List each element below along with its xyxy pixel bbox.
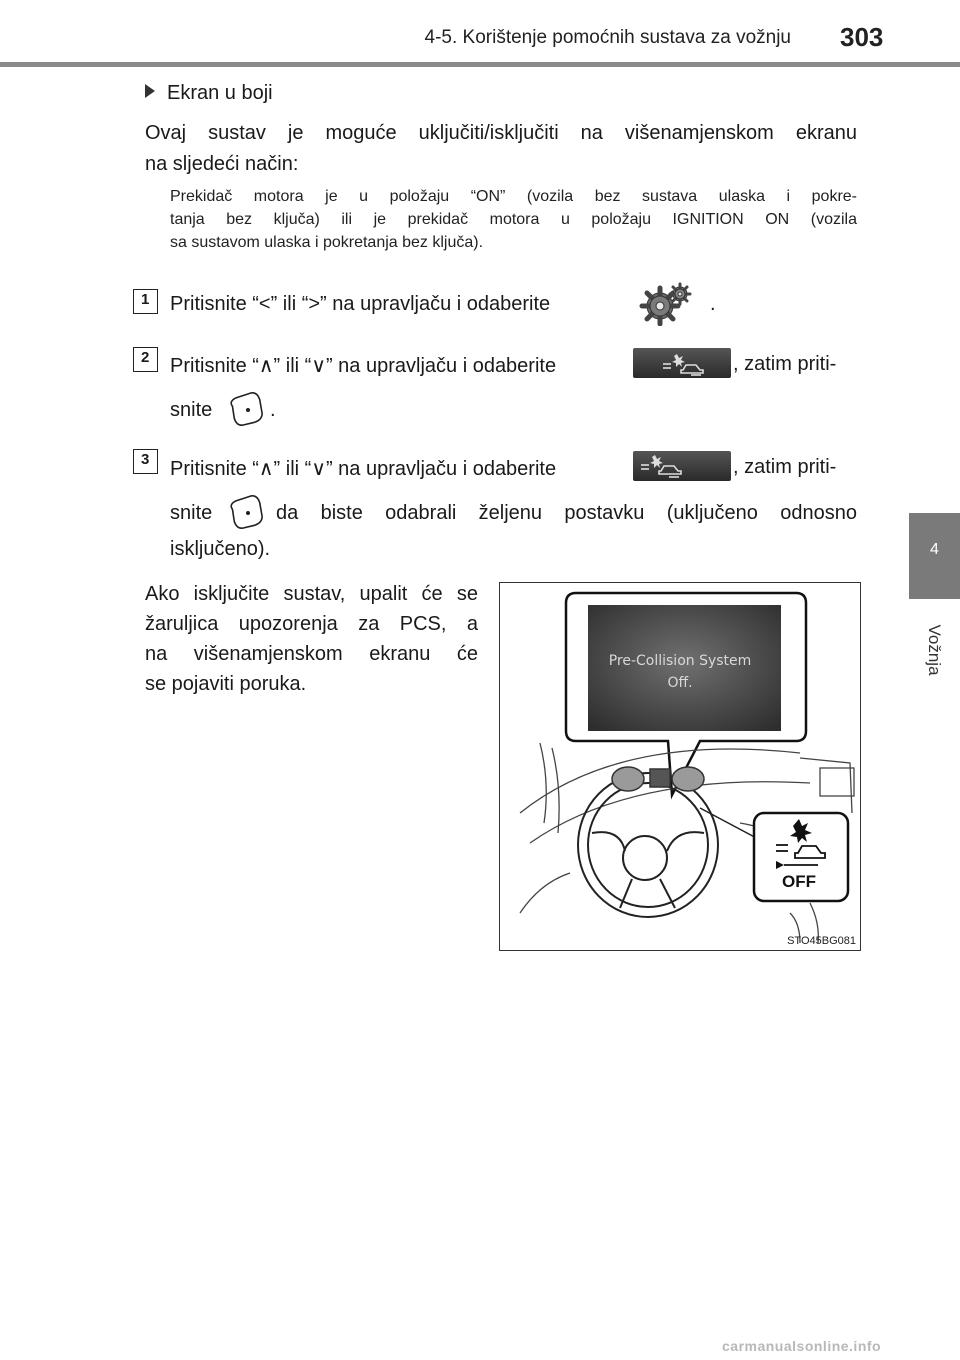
display-message-line-1: Pre-Collision System [608,653,752,669]
step-1-text [170,293,550,316]
step-2-cont: , zatim priti- [733,353,837,375]
step-2-period: . [270,399,276,421]
step-text-part: ” na upravljaču i odaberite [320,293,551,315]
triangle-bullet-icon [145,84,155,98]
step-3-line3: isključeno). [170,538,271,560]
intro-line-1: Ovaj sustav je moguće uključiti/isključiti na višenamjenskom ekranu [145,122,857,144]
down-arrow-symbol: ∨ [311,458,326,480]
step-number: 1 [141,291,150,308]
step-3-cont: , zatim priti- [733,456,837,478]
step-text-part: ” na upravljaču i odaberite [325,355,557,377]
display-message-line-2: Off. [667,675,693,691]
bullet-heading-text: Ekran u boji [167,82,273,104]
step-3-line2-b: da biste odabrali željenu postavku (uključeno odnosno [276,502,857,524]
chapter-label: Vožnja [925,624,944,676]
page-number: 303 [840,22,884,52]
pcs-off-switch-label: OFF [782,872,816,891]
header-rule [0,62,960,67]
step-number: 2 [141,349,150,366]
step-text-part: ” ili “ [273,355,312,377]
step-text-part: ” ili “ [270,293,309,315]
step-number-box [133,289,158,314]
ok-button-icon [228,495,266,529]
note-line-2: tanja bez ključa) ili je prekidač motora u položaju IGNITION ON (vozila [170,211,857,228]
step-text-part: Pritisnite “ [170,458,259,480]
dashboard-drawing [500,583,861,951]
section-title: 4-5. Korištenje pomoćnih sustava za vožnju [424,27,791,48]
step-3-text [170,456,556,481]
result-line-4: se pojaviti poruka. [145,673,307,695]
step-number-box [133,449,158,474]
step-3-line2-a: snite [170,502,213,524]
result-line-3: na višenamjenskom ekranu će [145,643,478,665]
step-text-part: Pritisnite “ [170,355,259,377]
figure-code: STO45BG081 [787,935,856,947]
result-line-1: Ako isključite sustav, upalit će se [145,583,478,605]
step-text-part: Pritisnite “ [170,293,259,315]
intro-line-2: na sljedeći način: [145,153,299,175]
down-arrow-symbol: ∨ [311,355,326,377]
step-text-part: ” na upravljaču i odaberite [325,458,557,480]
pcs-car-icon [633,348,731,378]
ok-button-icon [228,392,266,426]
step-number-box [133,347,158,372]
step-text-part: ” ili “ [273,458,312,480]
note-line-1: Prekidač motora je u položaju “ON” (vozila bez sustava ulaska i pokre- [170,188,857,205]
chapter-number: 4 [930,541,939,558]
bullet-heading [145,82,273,105]
right-arrow-symbol: > [308,293,321,315]
note-line-3: sa sustavom ulaska i pokretanja bez ključa). [170,234,484,251]
step-1-period: . [710,293,716,315]
up-arrow-symbol: ∧ [258,355,274,377]
step-2-line2: snite [170,399,213,421]
pcs-car-icon [633,451,731,481]
dashboard-illustration [499,582,861,951]
pcs-setting-icon [633,451,731,481]
watermark: carmanualsonline.info [722,1338,882,1354]
step-number: 3 [141,451,150,468]
pcs-menu-icon [633,348,731,378]
left-arrow-symbol: < [258,293,271,315]
settings-gear-icon [636,282,696,326]
result-line-2: žaruljica upozorenja za PCS, a [145,613,478,635]
step-2-text [170,353,556,378]
up-arrow-symbol: ∧ [258,458,274,480]
